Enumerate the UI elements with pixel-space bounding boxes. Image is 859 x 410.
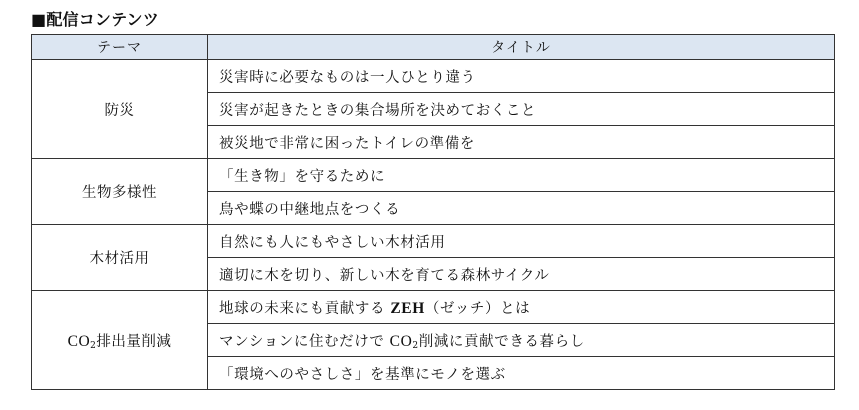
- title-cell: 自然にも人にもやさしい木材活用: [208, 225, 835, 258]
- theme-cell-co2: [32, 291, 208, 390]
- theme-cell-disaster: 防災: [32, 60, 208, 159]
- title-text: 地球の未来にも貢献する: [219, 300, 386, 317]
- title-cell: 「環境へのやさしさ」を基準にモノを選ぶ: [208, 357, 835, 390]
- title-text: （ゼッチ）とは: [424, 300, 531, 317]
- title-co: CO: [389, 332, 413, 350]
- title-cell: 災害時に必要なものは一人ひとり違う: [208, 60, 835, 93]
- section-heading: ■配信コンテンツ: [31, 10, 159, 29]
- theme-cell-timber: 木材活用: [32, 225, 208, 291]
- title-emphasis: ZEH: [390, 299, 425, 317]
- title-cell: [208, 291, 835, 324]
- table-row: [32, 225, 835, 258]
- theme-suffix: 排出量削減: [96, 333, 172, 350]
- theme-cell-biodiversity: 生物多様性: [32, 159, 208, 225]
- table-row: [32, 159, 835, 192]
- table-row: [32, 60, 835, 93]
- title-text: マンションに住むだけで: [219, 333, 385, 350]
- theme-co: CO: [67, 332, 91, 350]
- theme-subscript: 2: [90, 340, 97, 351]
- title-cell: 災害が起きたときの集合場所を決めておくこと: [208, 93, 835, 126]
- table-row: [32, 291, 835, 324]
- title-cell: 「生き物」を守るために: [208, 159, 835, 192]
- title-subscript: 2: [412, 340, 419, 351]
- content-table: [31, 34, 835, 390]
- title-cell: 被災地で非常に困ったトイレの準備を: [208, 126, 835, 159]
- header-title: タイトル: [208, 35, 835, 60]
- header-theme: テーマ: [32, 35, 208, 60]
- header-row: [32, 35, 835, 60]
- title-cell: 適切に木を切り、新しい木を育てる森林サイクル: [208, 258, 835, 291]
- title-cell: 鳥や蝶の中継地点をつくる: [208, 192, 835, 225]
- title-cell: [208, 324, 835, 357]
- title-text: 削減に貢献できる暮らし: [418, 333, 585, 350]
